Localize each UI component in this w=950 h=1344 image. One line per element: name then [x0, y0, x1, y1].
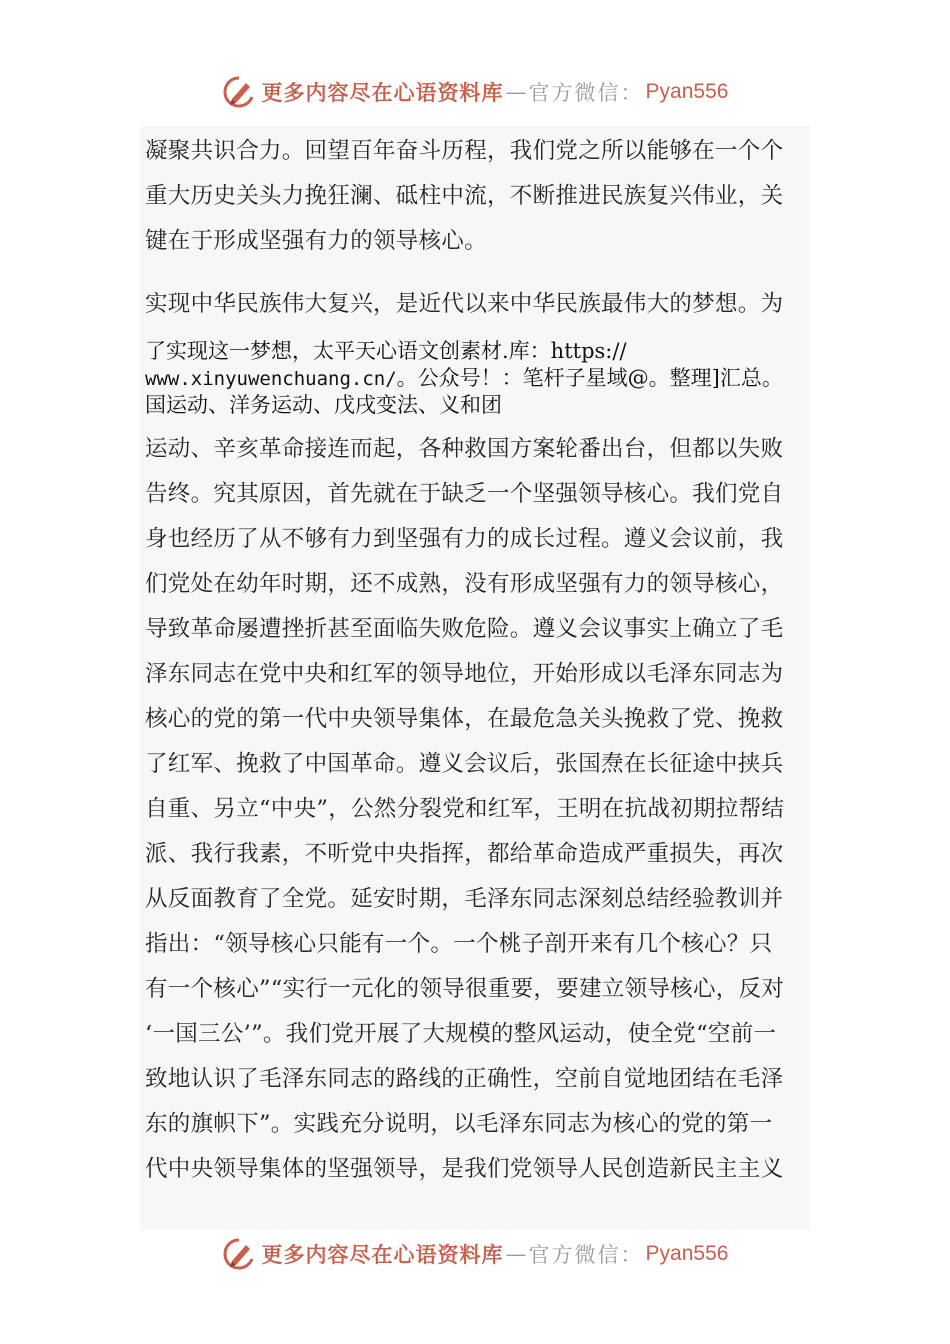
paragraph2-line: 自重、另立“中央”，公然分裂党和红军，王明在抗战初期拉帮结: [145, 796, 785, 822]
paragraph2-line: 运动、辛亥革命接连而起，各种救国方案轮番出台，但都以失败: [145, 436, 784, 462]
pen-logo-icon: [222, 1237, 256, 1271]
inserted-url: www.xinyuwenchuang.cn/: [145, 368, 397, 390]
banner-wechat-label: 官方微信：: [528, 1243, 644, 1267]
paragraph2-line: 代中央领导集体的坚强领导，是我们党领导人民创造新民主主义: [145, 1156, 784, 1182]
paragraph2-line: 身也经历了从不够有力到坚强有力的成长过程。遵义会议前，我: [145, 526, 784, 552]
document-page: [140, 126, 810, 1230]
pen-logo-icon: [222, 75, 256, 109]
paragraph2-line: 致地认识了毛泽东同志的路线的正确性，空前自觉地团结在毛泽: [145, 1066, 784, 1092]
paragraph2-line: 告终。究其原因，首先就在于缺乏一个坚强领导核心。我们党自: [145, 481, 784, 507]
paragraph2-line: 们党处在幼年时期，还不成熟，没有形成坚强有力的领导核心，: [145, 571, 784, 597]
banner-dash: —: [505, 1242, 527, 1266]
paragraph2-line: 导致革命屡遭挫折甚至面临失败危险。遵义会议事实上确立了毛: [145, 616, 784, 642]
banner-wechat-id: Pyan556: [645, 80, 729, 103]
inserted-ad-suffix: 。公众号！：笔杆子星域@。整理]汇总。: [396, 366, 783, 390]
paragraph2-line: 了红军、挽救了中国革命。遵义会议后，张国焘在长征途中挟兵: [145, 751, 784, 777]
inserted-ad-line: 国运动、洋务运动、戊戌变法、义和团: [145, 393, 502, 417]
header-banner: [0, 70, 950, 114]
inserted-ad-line: 了实现这一梦想，太平天心语文创素材.库：https://: [145, 339, 627, 363]
banner-dash: —: [505, 80, 527, 104]
banner-brand-text: 更多内容尽在心语资料库: [261, 80, 504, 105]
paragraph2-line: 东的旗帜下”。实践充分说明，以毛泽东同志为核心的党的第一: [145, 1111, 773, 1137]
inserted-ad-line-2: [145, 366, 783, 392]
paragraph1-line: 凝聚共识合力。回望百年奋斗历程，我们党之所以能够在一个个: [145, 138, 784, 164]
paragraph1-line: 键在于形成坚强有力的领导核心。: [145, 228, 488, 254]
paragraph2-line: 从反面教育了全党。延安时期，毛泽东同志深刻总结经验教训并: [145, 886, 784, 912]
paragraph2-line: 派、我行我素，不听党中央指挥，都给革命造成严重损失，再次: [145, 841, 784, 867]
paragraph2-first-line: 实现中华民族伟大复兴，是近代以来中华民族最伟大的梦想。为: [145, 291, 784, 317]
paragraph2-line: 核心的党的第一代中央领导集体，在最危急关头挽救了党、挽救: [145, 706, 784, 732]
paragraph2-line: ‘一国三公’”。我们党开展了大规模的整风运动，使全党“空前一: [145, 1021, 777, 1047]
banner-brand-text: 更多内容尽在心语资料库: [261, 1242, 504, 1267]
banner-wechat-id: Pyan556: [645, 1242, 729, 1265]
footer-banner: [0, 1232, 950, 1276]
paragraph1-line: 重大历史关头力挽狂澜、砥柱中流，不断推进民族复兴伟业，关: [145, 183, 784, 209]
banner-wechat-label: 官方微信：: [528, 81, 644, 105]
paragraph2-line: 有一个核心”“实行一元化的领导很重要，要建立领导核心，反对: [145, 976, 785, 1002]
paragraph2-line: 泽东同志在党中央和红军的领导地位，开始形成以毛泽东同志为: [145, 661, 784, 687]
paragraph2-line: 指出：“领导核心只能有一个。一个桃子剖开来有几个核心？只: [145, 931, 773, 957]
